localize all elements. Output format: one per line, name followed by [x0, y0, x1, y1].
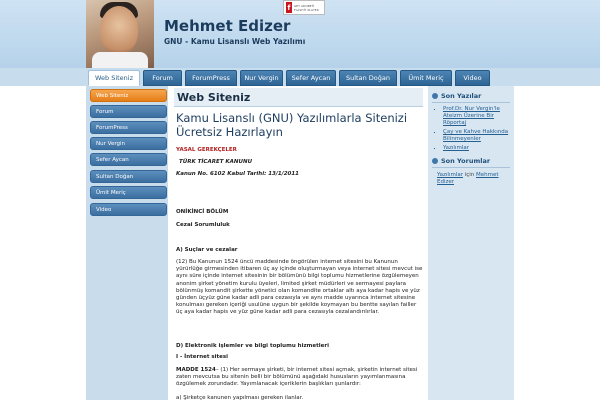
website-heading: I - İnternet sitesi — [176, 354, 229, 360]
sidebar-item-forum[interactable]: Forum — [90, 105, 167, 118]
sidebar-item-nur-vergin[interactable]: Nur Vergin — [90, 137, 167, 150]
article-1524 — [176, 367, 424, 389]
post-title[interactable]: Kamu Lisanslı (GNU) Yazılımlarla Sitenizi Ücretsiz Hazırlayın — [176, 111, 408, 139]
electronic-heading: D) Elektronik işlemler ve bilgi toplumu hizmetleri — [176, 343, 329, 349]
tab-video[interactable]: Video — [455, 70, 490, 86]
comment-post-link[interactable]: Yazılımlar — [437, 172, 463, 178]
recent-post-item[interactable]: ▪ Çay ve Kahve Hakkında Bilinmeyenler — [443, 129, 511, 143]
tab-forum[interactable]: Forum — [143, 70, 182, 86]
tab-nur-vergin[interactable]: Nur Vergin — [240, 70, 283, 86]
sidebar-item-umit-meric[interactable]: Ümit Meriç — [90, 186, 167, 199]
law-number: Kanun No. 6102 Kabul Tarihi: 13/1/2011 — [176, 171, 299, 177]
recent-post-item[interactable]: ▪ Yazılımlar — [443, 145, 511, 152]
crimes-heading: A) Suçlar ve cezalar — [176, 247, 238, 253]
article-item-a: a) Şirketçe kanunen yapılması gereken ilanlar. — [176, 395, 304, 400]
recent-posts-label: Son Yazılar — [441, 92, 482, 100]
sidebar-item-forumpress[interactable]: ForumPress — [90, 121, 167, 134]
sidebar-item-sultan-dogan[interactable]: Sultan Doğan — [90, 170, 167, 183]
article-text: – (1) Her sermaye şirketi, bir internet sitesi açmak, şirketin internet sitesi zaten mevcutsa bu sitenin belli bir bölümünü aşağıdaki hususların yayımlanmasına özgülemek zorundadır. Yayımlanacak içeriklerin başlıkları şunlardır: — [176, 367, 418, 388]
tab-sefer-aycan[interactable]: Sefer Aycan — [286, 70, 336, 86]
avatar-collar — [92, 52, 148, 68]
sidebar-item-sefer-aycan[interactable]: Sefer Aycan — [90, 153, 167, 166]
tab-web-siteniz[interactable]: Web Siteniz — [88, 70, 140, 86]
site-subtitle: GNU - Kamu Lisanslı Web Yazılımı — [164, 37, 306, 46]
flash-player-badge[interactable] — [283, 0, 325, 15]
bullet-icon — [432, 158, 438, 164]
law-name: TÜRK TİCARET KANUNU — [179, 159, 253, 165]
avatar-face — [100, 6, 138, 54]
flash-icon: f — [287, 3, 291, 12]
flash-badge-text: GET ADOBE® FLASH® PLAYER — [293, 3, 319, 12]
sidebar-item-video[interactable]: Video — [90, 203, 167, 216]
top-nav — [0, 68, 600, 86]
paragraph-12: (12) Bu Kanunun 1524 üncü maddesinde öngörülen internet sitesini bu Kanunun yürürlüğe girmesinden itibaren üç ay içinde oluşturmayan veya internet sitesi mevcut ise aynı süre içinde internet sitesinin bir bölümünü bilgi toplumu hizmetlerine özgülemeyen anonim şirket yönetim kurulu üyeleri, limited şirket müdürleri ve sermayesi paylara bölünmüş komandit şirkette yönetici olan komandite ortaklar altı aya kadar hapis ve yüz günden üçyüz güne kadar adli para cezasıyla ve aynı madde uyarınca internet sitesine konulması gereken içeriği usulüne uygun bir şekilde koymayan bu bentte sayılan failler üç aya kadar hapis ve yüz güne kadar adli para cezasıyla cezalandırılırlar. — [176, 259, 423, 316]
page-title: Web Siteniz — [174, 88, 423, 107]
site-title[interactable]: Mehmet Edizer — [164, 17, 291, 35]
comment-connector: için — [462, 172, 477, 178]
recent-post-item[interactable]: ▪ Prof.Dr. Nur Vergin'le Ateizm Üzerine Bir Röportaj — [443, 106, 511, 127]
article-label: MADDE 1524 — [176, 367, 216, 373]
recent-comment-item — [437, 172, 511, 186]
legal-reasons-heading: YASAL GEREKÇELER — [176, 147, 237, 153]
divider — [432, 102, 510, 103]
tab-umit-meric[interactable]: Ümit Meriç — [400, 70, 452, 86]
sidebar-item-web-siteniz[interactable]: Web Siteniz — [90, 89, 167, 102]
recent-posts-title — [432, 92, 481, 100]
comment-author-link[interactable]: Mehmet Edizer — [437, 172, 499, 185]
recent-comments-title — [432, 157, 490, 165]
recent-comments-label: Son Yorumlar — [441, 157, 491, 165]
divider — [432, 167, 510, 168]
tab-forumpress[interactable]: ForumPress — [185, 70, 237, 86]
section-heading: ONİKİNCİ BÖLÜM — [176, 209, 229, 215]
tab-sultan-dogan[interactable]: Sultan Doğan — [339, 70, 397, 86]
bullet-icon — [432, 93, 438, 99]
recent-posts-list — [437, 106, 511, 154]
section-subheading: Cezai Sorumluluk — [176, 222, 230, 228]
avatar — [86, 0, 154, 68]
